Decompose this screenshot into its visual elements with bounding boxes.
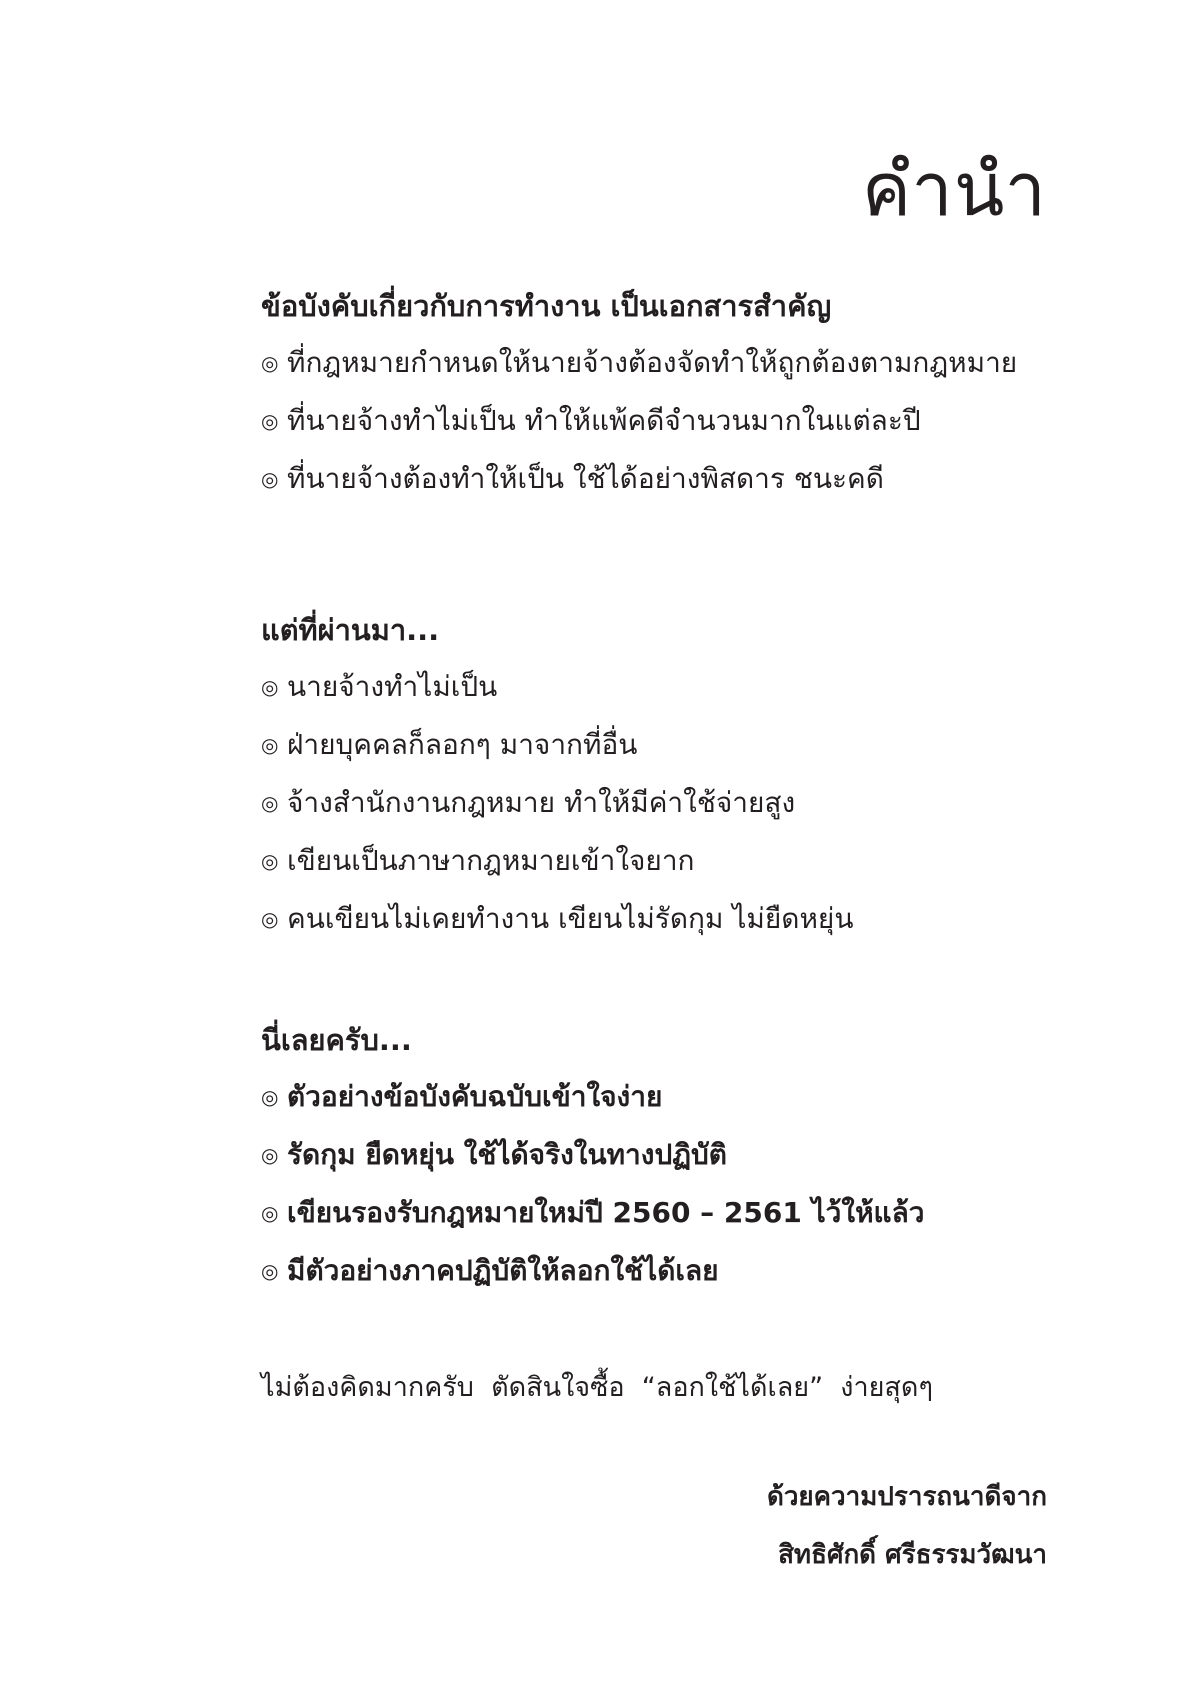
bullet-icon: ◎ [261, 466, 279, 491]
section-heading: นี่เลยครับ... [261, 1023, 412, 1057]
bullet-list [261, 658, 1061, 948]
list-item [261, 450, 1061, 508]
signature-block [767, 1468, 1047, 1584]
section-heading: ข้อบังคับเกี่ยวกับการทำงาน เป็นเอกสารสำคัญ [261, 289, 832, 323]
list-item-text: ตัวอย่างข้อบังคับฉบับเข้าใจง่าย [287, 1079, 663, 1113]
list-item [261, 1242, 1061, 1300]
list-item-text: คนเขียนไม่เคยทำงาน เขียนไม่รัดกุม ไม่ยืดหยุ่น [287, 901, 854, 935]
list-item [261, 716, 1061, 774]
section-past-problems [261, 612, 1061, 948]
section-heading: แต่ที่ผ่านมา... [261, 613, 440, 647]
bullet-list [261, 334, 1061, 508]
list-item-text: เขียนรองรับกฎหมายใหม่ปี 2560 – 2561 ไว้ให้แล้ว [287, 1195, 925, 1229]
list-item [261, 392, 1061, 450]
bullet-icon: ◎ [261, 1142, 279, 1167]
list-item-text: ฝ่ายบุคคลก็ลอกๆ มาจากที่อื่น [287, 727, 638, 761]
bullet-icon: ◎ [261, 1200, 279, 1225]
bullet-list [261, 1068, 1061, 1300]
author-name: สิทธิศักดิ์ ศรีธรรมวัฒนา [778, 1540, 1047, 1570]
list-item-text: ที่กฎหมายกำหนดให้นายจ้างต้องจัดทำให้ถูกต้องตามกฎหมาย [287, 345, 1018, 379]
bullet-icon: ◎ [261, 350, 279, 375]
bullet-icon: ◎ [261, 732, 279, 757]
list-item [261, 890, 1061, 948]
bullet-icon: ◎ [261, 790, 279, 815]
list-item [261, 1068, 1061, 1126]
list-item-text: มีตัวอย่างภาคปฏิบัติให้ลอกใช้ได้เลย [287, 1253, 719, 1287]
list-item-text: เขียนเป็นภาษากฎหมายเข้าใจยาก [287, 843, 695, 877]
list-item [261, 658, 1061, 716]
list-item [261, 832, 1061, 890]
section-solution [261, 1022, 1061, 1300]
list-item [261, 774, 1061, 832]
bullet-icon: ◎ [261, 1258, 279, 1283]
list-item [261, 1126, 1061, 1184]
list-item [261, 1184, 1061, 1242]
list-item [261, 334, 1061, 392]
page-title: คำนำ [861, 147, 1047, 233]
list-item-text: รัดกุม ยืดหยุ่น ใช้ได้จริงในทางปฏิบัติ [287, 1137, 727, 1171]
bullet-icon: ◎ [261, 906, 279, 931]
section-importance [261, 288, 1061, 508]
list-item-text: ที่นายจ้างต้องทำให้เป็น ใช้ได้อย่างพิสดาร ชนะคดี [287, 461, 884, 495]
bullet-icon: ◎ [261, 848, 279, 873]
bullet-icon: ◎ [261, 674, 279, 699]
closing-statement: ไม่ต้องคิดมากครับ ตัดสินใจซื้อ “ลอกใช้ได้เลย” ง่ายสุดๆ [261, 1372, 933, 1403]
bullet-icon: ◎ [261, 408, 279, 433]
list-item-text: จ้างสำนักงานกฎหมาย ทำให้มีค่าใช้จ่ายสูง [287, 785, 796, 819]
bullet-icon: ◎ [261, 1084, 279, 1109]
signature-greeting: ด้วยความปรารถนาดีจาก [766, 1482, 1047, 1512]
list-item-text: ที่นายจ้างทำไม่เป็น ทำให้แพ้คดีจำนวนมากในแต่ละปี [287, 403, 921, 437]
list-item-text: นายจ้างทำไม่เป็น [287, 669, 498, 703]
